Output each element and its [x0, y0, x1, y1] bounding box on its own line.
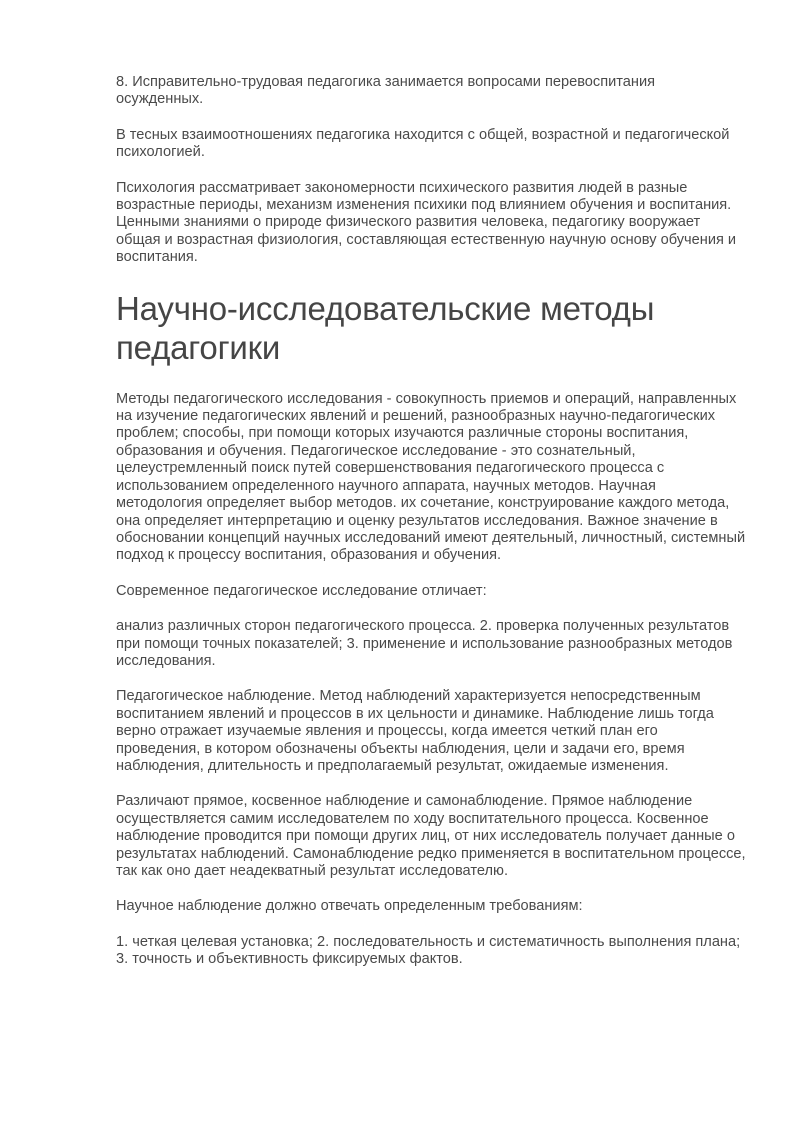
paragraph-psychology-relation: В тесных взаимоотношениях педагогика находится с общей, возрастной и педагогической психологией. — [116, 126, 730, 161]
paragraph-observation-requirements-intro: Научное наблюдение должно отвечать определенным требованиям: — [116, 898, 583, 915]
paragraph-pedagogical-observation: Педагогическое наблюдение. Метод наблюдений характеризуется непосредственным воспитанием явлений и процессов в их цельности и динамике. Наблюдение лишь тогда верно отражает изучаемые явления и процессы, когда имеется четкий план его проведения, в котором обозначены объекты наблюдения, цели и задачи его, время наблюдения, длительность и предполагаемый результат, ожидаемые изменения. — [116, 688, 714, 774]
paragraph-research-methods: Методы педагогического исследования - совокупность приемов и операций, направленных на изучение педагогических явлений и решений, разнообразных научно-педагогических проблем; способы, при помощи которых изучаются различные стороны воспитания, образования и обучения. Педагогическое исследование - это сознательный, целеустремленный поиск путей совершенствования педагогического процесса с использованием определенного научного аппарата, научных методов. Научная методология определяет выбор методов. их сочетание, конструирование каждого метода, она определяет интерпретацию и оценку результатов исследования. Важное значение в обосновании концепций научных исследований имеют деятельный, личностный, системный подход к процессу воспитания, образования и обучения. — [116, 390, 746, 564]
paragraph-modern-research-intro: Современное педагогическое исследование отличает: — [116, 582, 487, 599]
paragraph-correctional-pedagogy: 8. Исправительно-трудовая педагогика занимается вопросами перевоспитания осужденных. — [116, 74, 656, 108]
paragraph-modern-research-list: анализ различных сторон педагогического процесса. 2. проверка полученных результатов при помощи точных показателей; 3. применение и использование разнообразных методов исследования. — [116, 618, 733, 669]
paragraph-observation-requirements-list: 1. четкая целевая установка; 2. последовательность и систематичность выполнения плана; 3. точность и объективность фиксируемых фактов. — [116, 933, 741, 968]
paragraph-observation-types: Различают прямое, косвенное наблюдение и самонаблюдение. Прямое наблюдение осуществляется самим исследователем по ходу воспитательного процесса. Косвенное наблюдение проводится при помощи других лиц, от них исследователь получает данные о результатах наблюдений. Самонаблюдение редко применяется в воспитательном процессе, так как оно дает неадекватный результат исследователю. — [116, 793, 746, 879]
section-heading: Научно-исследовательские методы педагогики — [116, 289, 655, 366]
document-page — [116, 74, 746, 987]
paragraph-psychology-physiology: Психология рассматривает закономерности психического развития людей в разные возрастные периоды, механизм изменения психики под влиянием обучения и воспитания. Ценными знаниями о природе физического развития человека, педагогику вооружает общая и возрастная физиология, составляющая естественную научную основу обучения и воспитания. — [116, 179, 737, 266]
